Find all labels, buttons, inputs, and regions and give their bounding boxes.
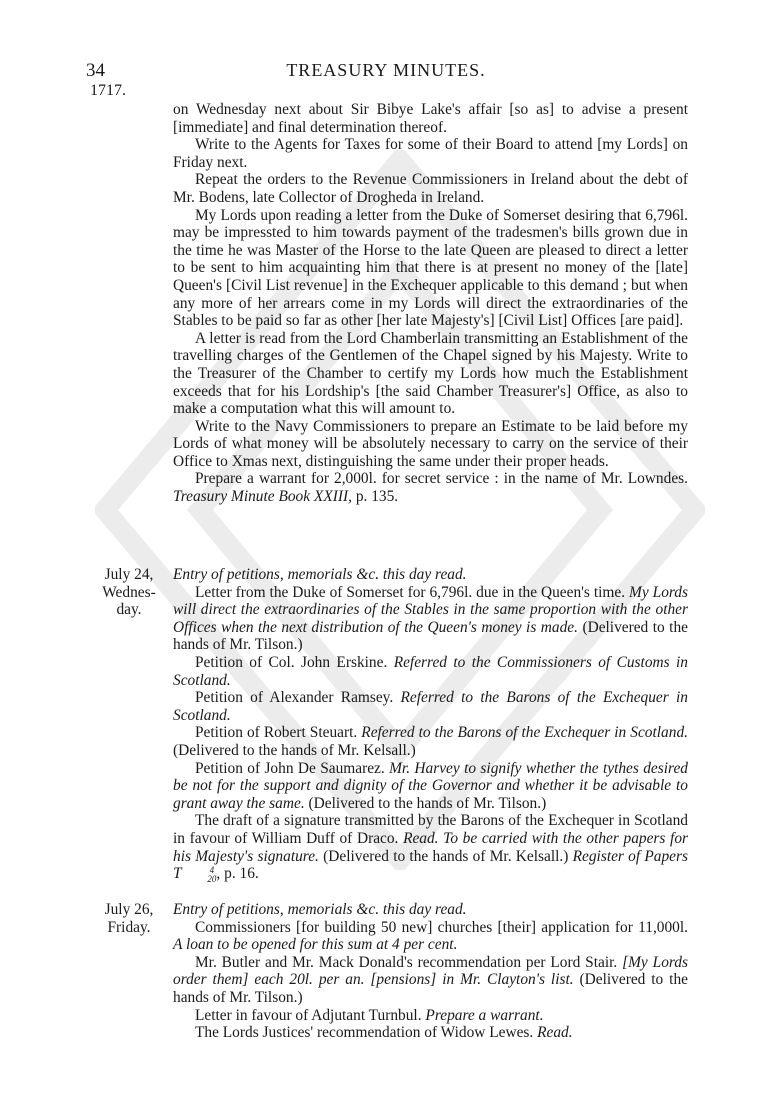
source-page: , p. 16. [216,865,259,883]
date-line: July 24, [104,566,154,583]
entry-text: The draft of a signature transmitted by the Barons of the Exchequer in Scotland in favour of William Duff of Draco. [173,812,688,847]
page-number: 34 [86,60,105,81]
entry-decision: Mr. Harvey to signify whether the tythes desired be not for the support and dignity of the Governor and whether it be advisable to grant away the same. [173,759,688,812]
source-page: p. 135. [355,488,399,506]
entry [173,724,688,759]
entry-delivery: (Delivered to the hands of Mr. Kelsall.) [323,847,569,865]
entry [173,584,688,654]
section-heading: Entry of petitions, memorials &c. this day read. [173,566,467,583]
paragraph: Write to the Agents for Taxes for some of their Board to attend [my Lords] on Friday next. [173,136,688,171]
entry-decision: [My Lords order them] each 20l. per an. [pensions] in Mr. Clayton's list. [173,953,688,989]
source-citation: Register of Papers T [173,847,688,883]
entry-text: Petition of John De Saumarez. [195,759,385,777]
entry-text: Petition of Alexander Ramsey. [195,689,394,707]
paragraph: on Wednesday next about Sir Bibye Lake's affair [so as] to advise a present [immediate] and final determination thereof. [173,101,688,136]
entry [173,654,688,689]
date-line: Friday. [107,918,151,936]
entry-delivery: (Delivered to the hands of Mr. Tilson.) [308,794,547,812]
entry-text: Petition of Robert Steuart. [195,724,358,742]
entry [173,689,688,724]
entry-delivery: (Delivered to the hands of Mr. Tilson.) [173,971,688,1006]
section-3 [173,901,688,1042]
entry [173,954,688,1007]
section-2 [173,566,688,884]
entry-text: The Lords Justices' recommendation of Widow Lewes. [195,1024,534,1042]
entry-decision: Read. To be carried with the other papers for his Majesty's signature. [173,829,688,865]
paragraph: Write to the Navy Commissioners to prepare an Estimate to be laid before my Lords of what money will be absolutely necessary to carry on the service of their Office to Xmas next, distinguishing the same under their proper heads. [173,417,688,470]
entry [173,760,688,813]
paragraph: Repeat the orders to the Revenue Commissioners in Ireland about the debt of Mr. Bodens, late Collector of Drogheda in Ireland. [173,171,688,206]
entry-text: Mr. Butler and Mr. Mack Donald's recommendation per Lord Stair. [195,953,618,971]
entry-decision: Referred to the Commissioners of Customs in Scotland. [173,653,688,689]
fraction-numerator: 4 [209,864,215,875]
entry-decision: My Lords will direct the extraordinaries of the Stables in the same proportion with the other Offices when the next distribution of the Queen's money is made. [173,583,688,636]
date-july-24 [92,566,166,619]
entry-text: Petition of Col. John Erskine. [195,653,388,671]
entry [173,812,688,883]
section-1 [173,101,688,506]
entry-decision: Prepare a warrant. [425,1006,544,1024]
paragraph: My Lords upon reading a letter from the Duke of Somerset desiring that 6,796l. may be impressted to him towards payment of the tradesmen's bills grown due in the time he was Master of the Horse to the late Queen are pleased to direct a letter to be sent to him acquainting him that there is at present no money of the [late] Queen's [Civil List revenue] in the Exchequer applicable to this demand ; but when any more of her arrears come in my Lords will direct the extraordinaries of the Stables to be paid so far as other [her late Majesty's] [Civil List] Offices [are paid]. [173,206,688,330]
entry-text: Letter from the Duke of Somerset for 6,796l. due in the Queen's time. [195,583,626,601]
section-heading: Entry of petitions, memorials &c. this day read. [173,901,467,918]
paragraph-text: Prepare a warrant for 2,000l. for secret service : in the name of Mr. Lowndes. [195,470,688,488]
margin-year: 1717. [90,82,126,99]
entry-decision: Referred to the Barons of the Exchequer in Scotland. [173,689,688,724]
source-fraction [185,866,216,884]
entry-delivery: (Delivered to the hands of Mr. Tilson.) [173,618,688,654]
entry-delivery: (Delivered to the hands of Mr. Kelsall.) [173,741,416,759]
date-line: day. [116,601,142,619]
paragraph: A letter is read from the Lord Chamberlain transmitting an Establishment of the travelling charges of the Gentlemen of the Chapel signed by his Majesty. Write to the Treasurer of the Chamber to certify my Lords how much the Establishment exceeds that for his Lordship's [the said Chamber Treasurer's] Office, as also to make a computation what this will amount to. [173,329,688,418]
entry [173,1007,688,1025]
entry-text: Letter in favour of Adjutant Turnbul. [195,1006,422,1024]
entry [173,919,688,954]
entry-decision: A loan to be opened for this sum at 4 per cent. [173,936,458,954]
date-line: Wednes- [102,583,156,601]
fraction-denominator: 20 [207,873,217,884]
source-citation: Treasury Minute Book XXIII, [173,488,352,506]
paragraph [173,470,688,505]
entry-text: Commissioners [for building 50 new] churches [their] application for 11,000l. [195,918,688,936]
running-head: TREASURY MINUTES. [286,60,486,80]
entry-decision: Read. [537,1024,573,1042]
entry [173,1024,688,1042]
entry-decision: Referred to the Barons of the Exchequer in Scotland. [361,724,688,742]
date-line: July 26, [104,901,154,918]
date-july-26 [92,901,166,936]
